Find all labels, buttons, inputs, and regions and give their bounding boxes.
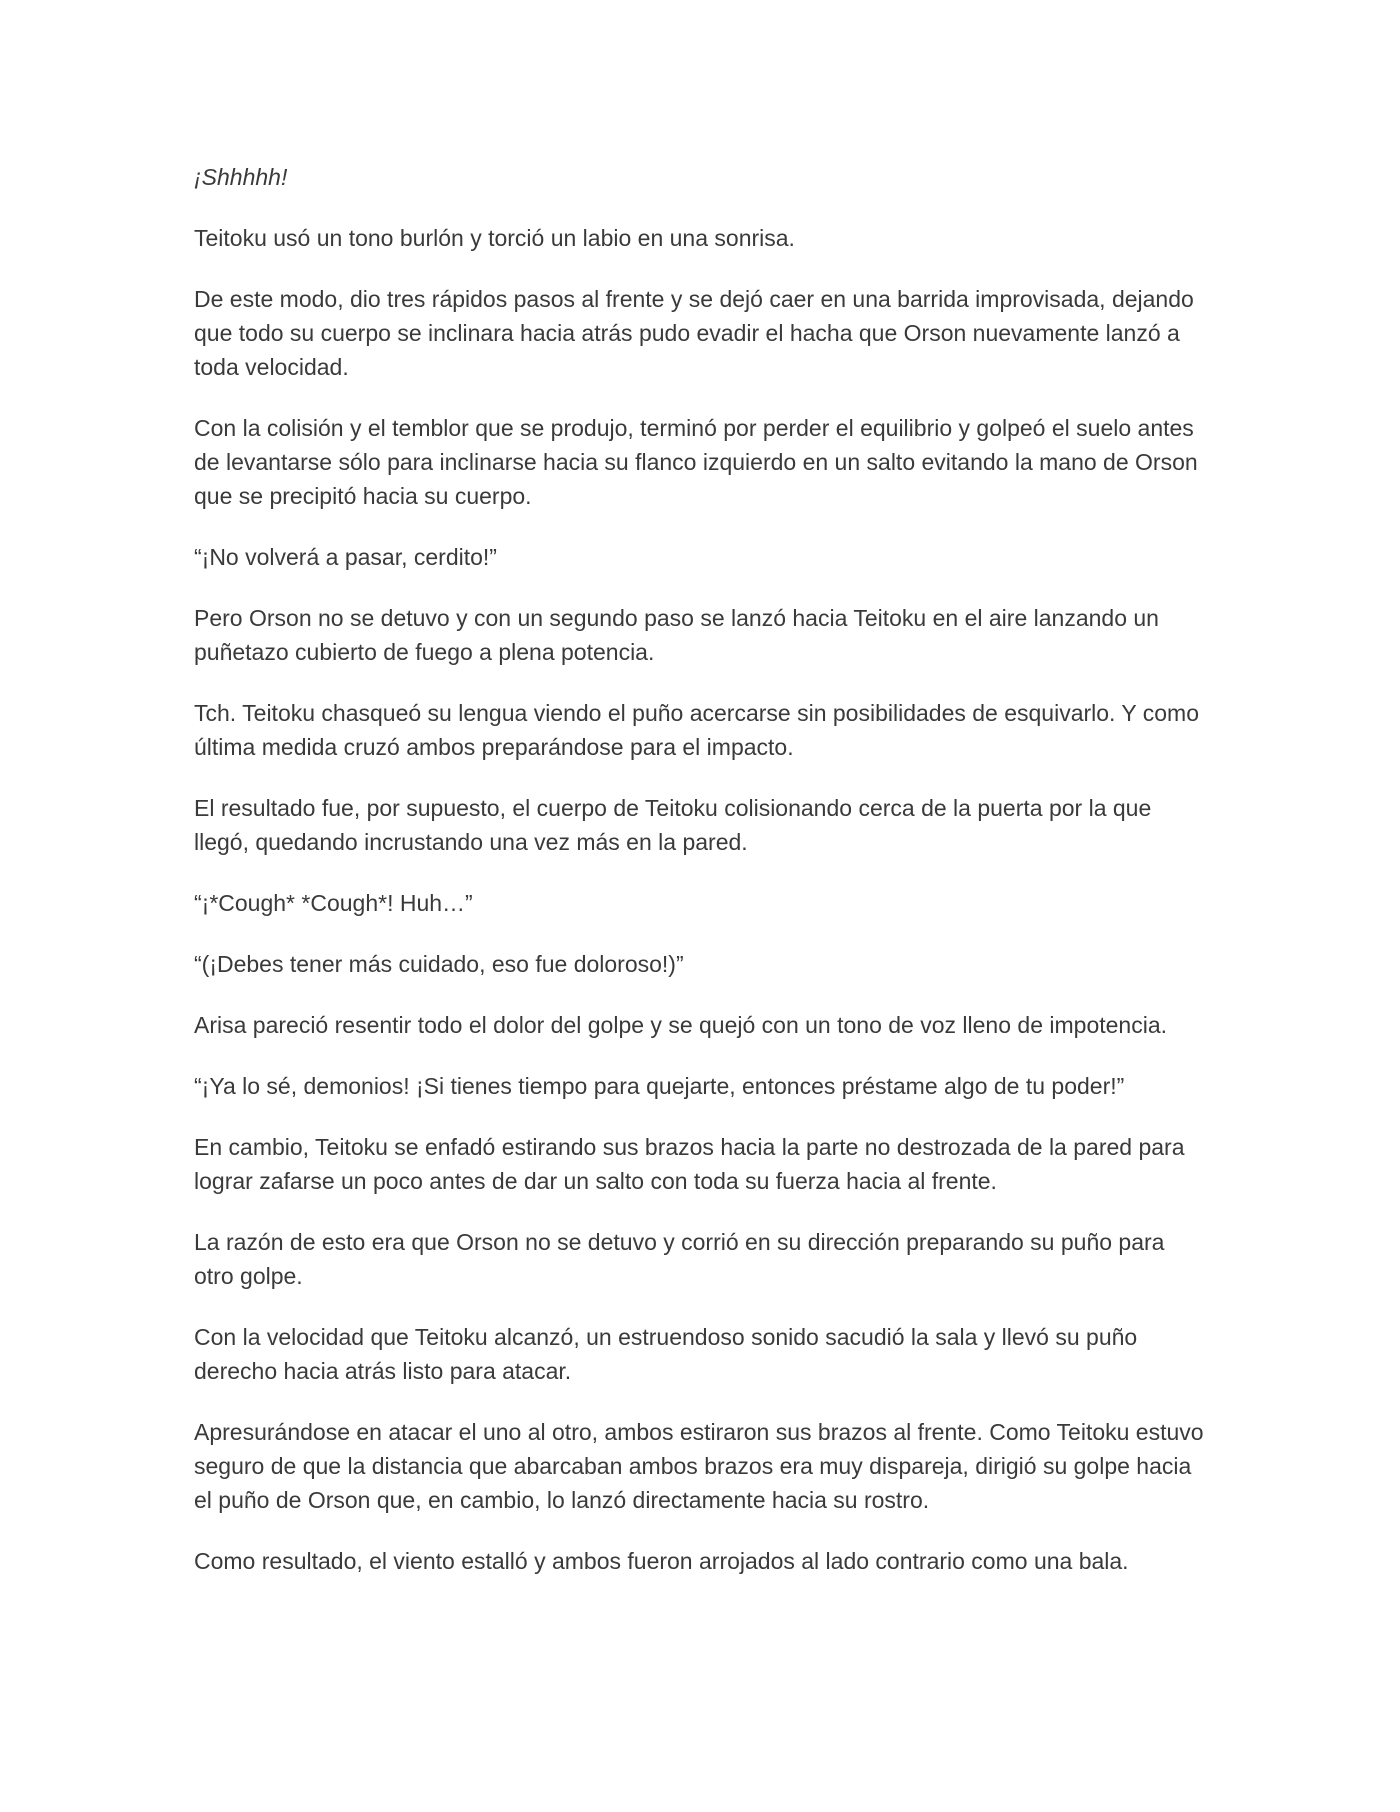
paragraph: Apresurándose en atacar el uno al otro, ambos estiraron sus brazos al frente. Como Teitoku estuvo seguro de que la distancia que abarcaban ambos brazos era muy dispareja, dirigió su golpe hacia el puño de Orson que, en cambio, lo lanzó directamente hacia su rostro. xyxy=(194,1419,1204,1513)
paragraph: La razón de esto era que Orson no se detuvo y corrió en su dirección preparando su puño para otro golpe. xyxy=(194,1229,1165,1289)
paragraph: Con la colisión y el temblor que se produjo, terminó por perder el equilibrio y golpeó el suelo antes de levantarse sólo para inclinarse hacia su flanco izquierdo en un salto evitando la mano de Orson que se precipitó hacia su cuerpo. xyxy=(194,415,1198,509)
paragraph: “¡Ya lo sé, demonios! ¡Si tienes tiempo para quejarte, entonces préstame algo de tu poder!” xyxy=(194,1073,1125,1099)
paragraph: Como resultado, el viento estalló y ambos fueron arrojados al lado contrario como una bala. xyxy=(194,1548,1129,1574)
paragraph: Teitoku usó un tono burlón y torció un labio en una sonrisa. xyxy=(194,225,795,251)
paragraph: Tch. Teitoku chasqueó su lengua viendo el puño acercarse sin posibilidades de esquivarlo. Y como última medida cruzó ambos preparándose para el impacto. xyxy=(194,700,1199,760)
paragraph: De este modo, dio tres rápidos pasos al frente y se dejó caer en una barrida improvisada, dejando que todo su cuerpo se inclinara hacia atrás pudo evadir el hacha que Orson nuevamente lanzó a toda velocidad. xyxy=(194,286,1194,380)
paragraph: “(¡Debes tener más cuidado, eso fue doloroso!)” xyxy=(194,951,684,977)
paragraph: Con la velocidad que Teitoku alcanzó, un estruendoso sonido sacudió la sala y llevó su puño derecho hacia atrás listo para atacar. xyxy=(194,1324,1138,1384)
paragraph: “¡*Cough* *Cough*! Huh…” xyxy=(194,890,473,916)
paragraph: Arisa pareció resentir todo el dolor del golpe y se quejó con un tono de voz lleno de impotencia. xyxy=(194,1012,1167,1038)
paragraph: Pero Orson no se detuvo y con un segundo paso se lanzó hacia Teitoku en el aire lanzando un puñetazo cubierto de fuego a plena potencia. xyxy=(194,605,1159,665)
paragraph: ¡Shhhhh! xyxy=(194,164,288,190)
paragraph: “¡No volverá a pasar, cerdito!” xyxy=(194,544,497,570)
document-page xyxy=(194,160,1204,1605)
paragraph: El resultado fue, por supuesto, el cuerpo de Teitoku colisionando cerca de la puerta por la que llegó, quedando incrustando una vez más en la pared. xyxy=(194,795,1152,855)
paragraph: En cambio, Teitoku se enfadó estirando sus brazos hacia la parte no destrozada de la pared para lograr zafarse un poco antes de dar un salto con toda su fuerza hacia al frente. xyxy=(194,1134,1185,1194)
